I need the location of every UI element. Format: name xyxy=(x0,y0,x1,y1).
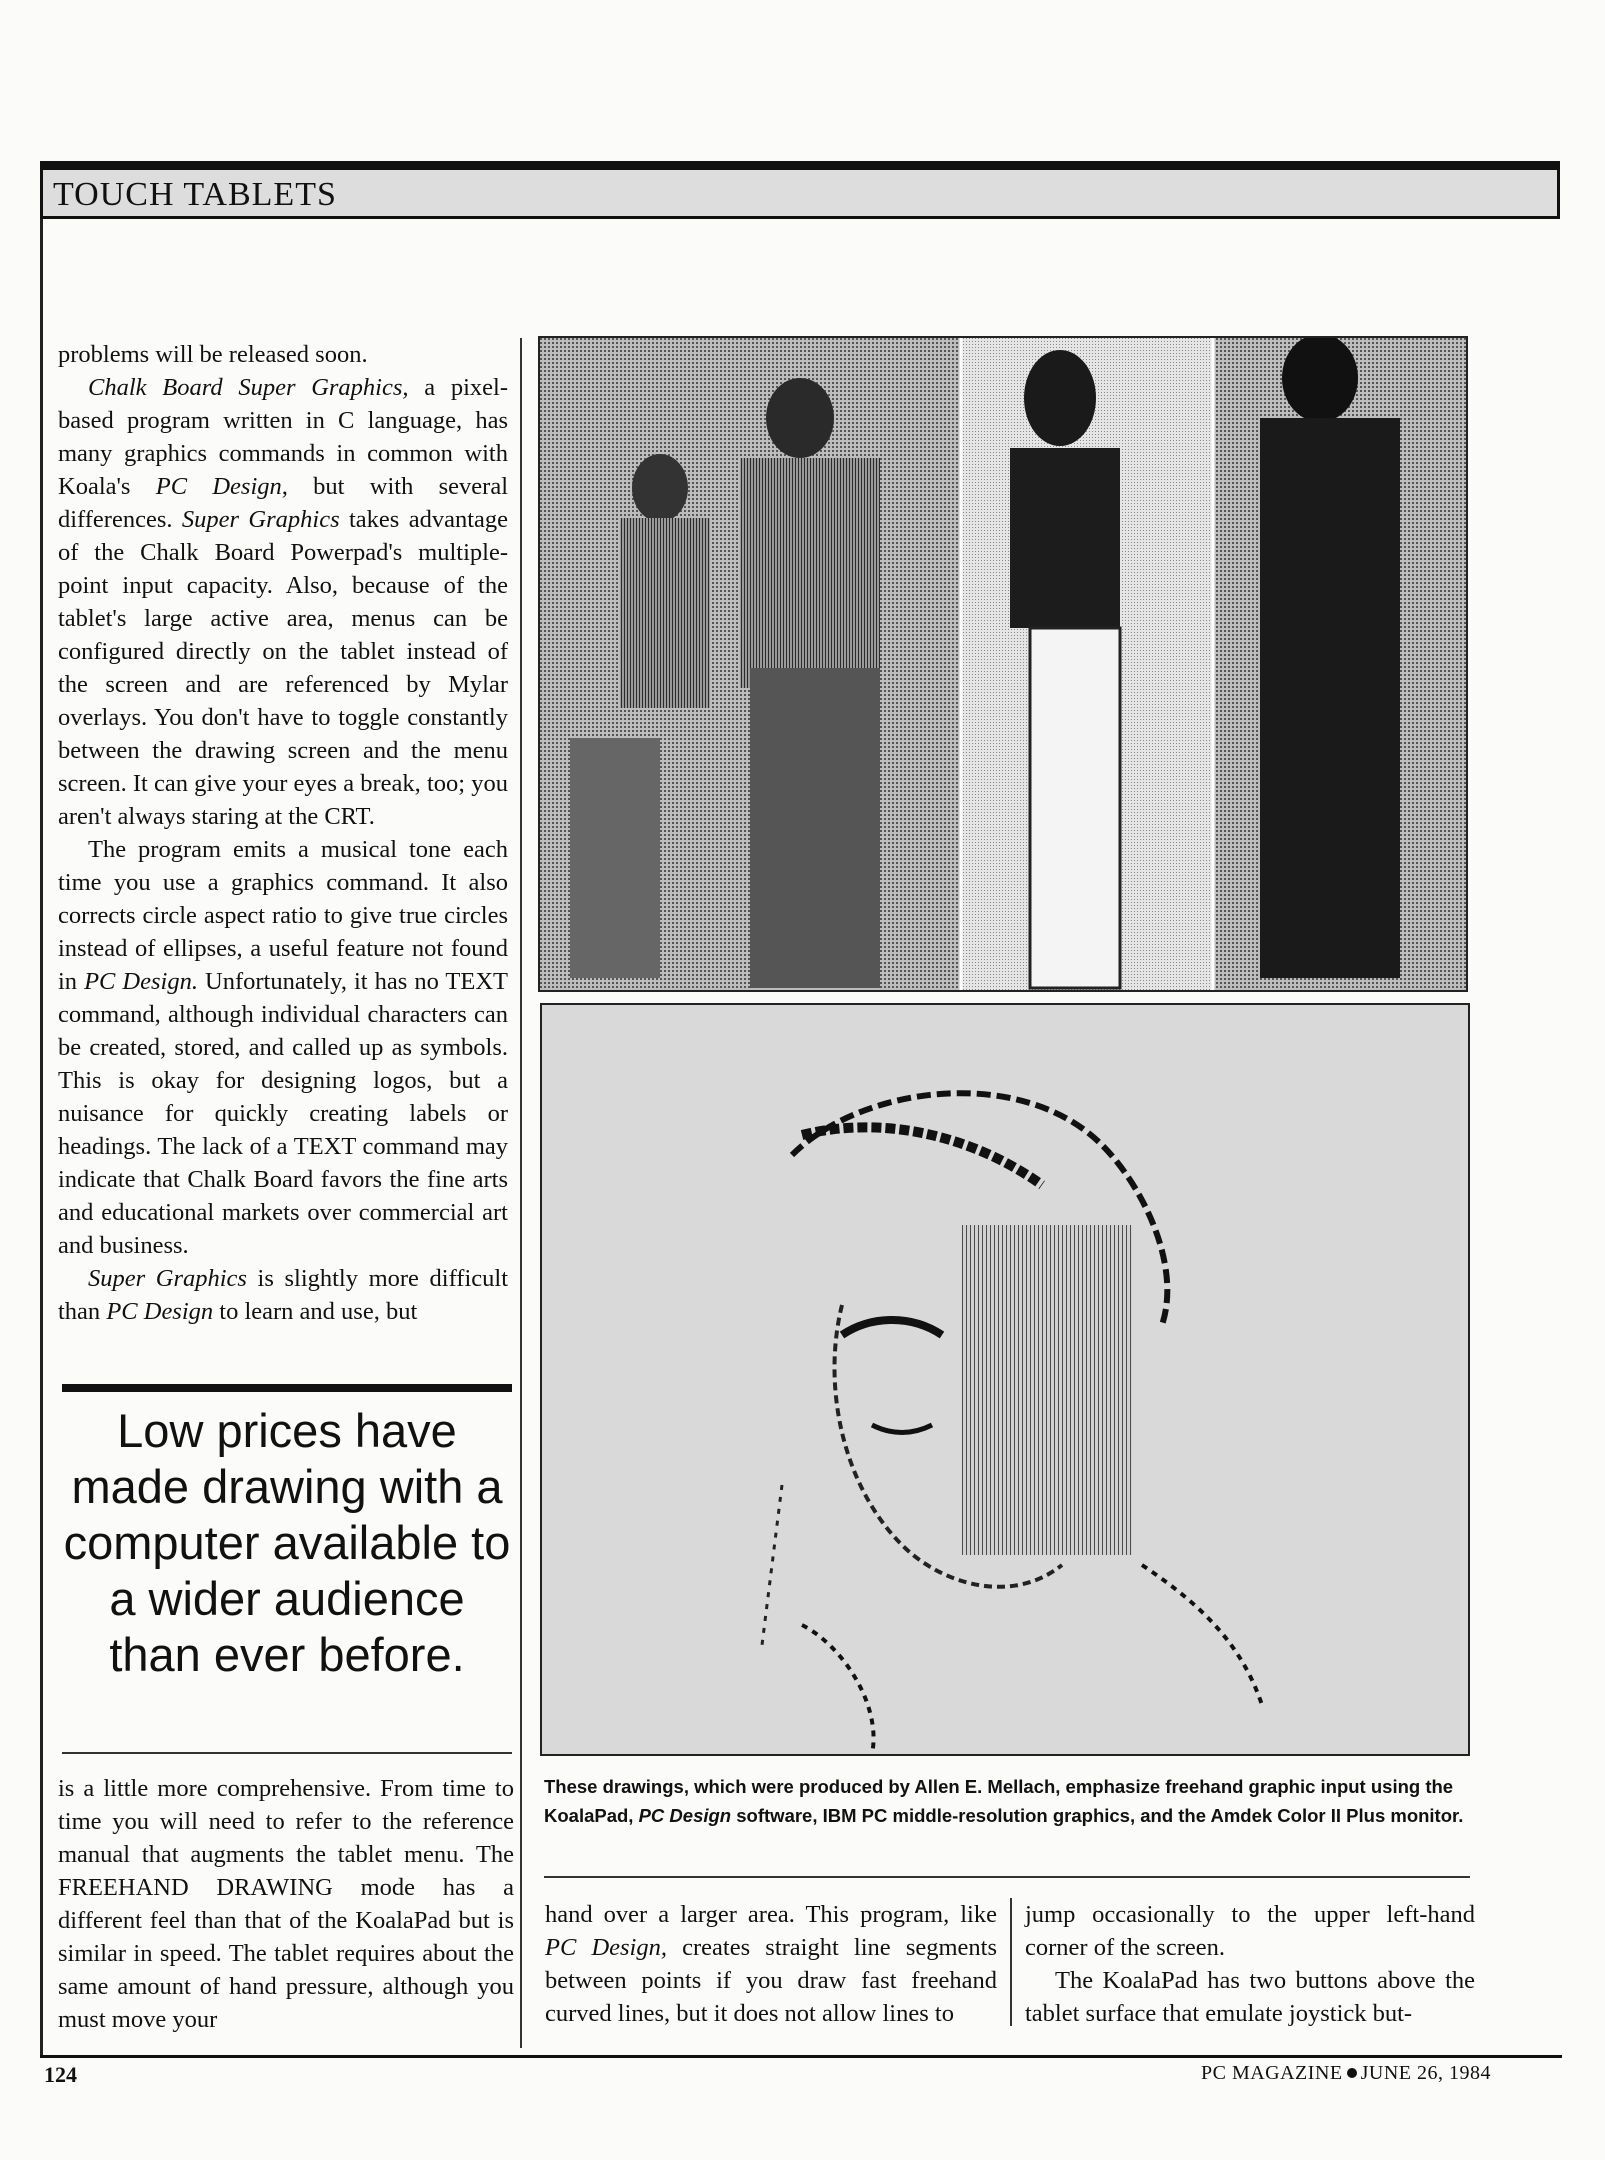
pullquote: Low prices have made drawing with a computer available to a wider audience than ever before. xyxy=(63,1404,511,1681)
photo-figures-drawings xyxy=(538,336,1468,992)
paragraph: problems will be released soon. xyxy=(58,341,368,368)
text-run: is slightly more difficult than xyxy=(58,1265,508,1325)
italic-run: PC Design, xyxy=(155,473,288,500)
text-run: creates straight line segments between points if you draw fast freehand curved lines, but it does not allow lines to xyxy=(545,1934,998,2027)
issue-date: JUNE 26, 1984 xyxy=(1360,2062,1491,2084)
column-rule xyxy=(1010,1898,1012,2026)
pullquote-rule-top xyxy=(62,1384,512,1392)
italic-run: Chalk Board Super Graphics, xyxy=(88,374,409,401)
italic-run: PC Design xyxy=(638,1805,732,1826)
text-run: These drawings, which were produced by Allen E. Mellach, emphasize freehand graphic input using the KoalaPad, xyxy=(544,1776,1454,1826)
caption-rule xyxy=(544,1876,1470,1878)
text-run: The program emits a musical tone each time you use a graphics command. It also corrects circle aspect ratio to give true circles instead of ellipses, a useful feature not found in xyxy=(58,836,508,995)
paragraph xyxy=(58,833,508,1262)
publication-name: PC MAGAZINE xyxy=(1200,2062,1343,2084)
text-run: Unfortunately, it has no TEXT command, although individual characters can be created, stored, and called up as symbols. This is okay for designing logos, but a nuisance for quickly creating labels or headings. The lack of a TEXT command may indicate that Chalk Board favors the fine arts and educational markets over commercial art and business. xyxy=(58,968,508,1259)
italic-run: Super Graphics xyxy=(181,506,340,533)
text-run: software, IBM PC middle-resolution graphics, and the Amdek Color II Plus monitor. xyxy=(731,1805,1464,1826)
right-column xyxy=(1025,1898,1475,2030)
photo-portrait-drawing xyxy=(540,1003,1470,1756)
text-run: but with several differences. xyxy=(58,473,508,533)
section-title: TOUCH TABLETS xyxy=(53,176,337,213)
italic-run: PC Design, xyxy=(545,1934,667,1961)
folio-line xyxy=(1201,2062,1491,2085)
photo-portrait-image xyxy=(542,1005,1468,1754)
page-number: 124 xyxy=(44,2062,77,2087)
photo-caption xyxy=(544,1772,1464,1830)
paragraph xyxy=(58,1262,508,1328)
italic-run: PC Design. xyxy=(84,968,198,995)
text-run: a pixel-based program written in C language, has many graphics commands in common with Koala's xyxy=(58,374,508,500)
paragraph xyxy=(58,371,508,833)
bullet-icon xyxy=(1347,2068,1357,2078)
left-column-bottom xyxy=(58,1772,514,2036)
text-run: takes advantage of the Chalk Board Powerpad's multiple-point input capacity. Also, because of the tablet's large active area, menus can be configured directly on the tablet instead of the screen and are referenced by Mylar overlays. You don't have to toggle constantly between the drawing screen and the menu screen. It can give your eyes a break, too; you aren't always staring at the CRT. xyxy=(58,506,508,830)
italic-run: PC Design xyxy=(106,1298,214,1325)
paragraph xyxy=(545,1898,997,2030)
photo-figures-image xyxy=(540,338,1466,990)
paragraph: is a little more comprehensive. From time to time you will need to refer to the reference manual that augments the tablet menu. The FREEHAND DRAWING mode has a different feel than that of the KoalaPad but is similar in speed. The tablet requires about the same amount of hand pressure, although you must move your xyxy=(58,1775,514,2033)
italic-run: Super Graphics xyxy=(88,1265,247,1292)
left-column-top xyxy=(58,338,508,1328)
paragraph: The KoalaPad has two buttons above the tablet surface that emulate joystick but- xyxy=(1025,1967,1475,2027)
column-rule xyxy=(520,338,522,2048)
paragraph: jump occasionally to the upper left-hand corner of the screen. xyxy=(1025,1901,1475,1961)
text-run: hand over a larger area. This program, like xyxy=(545,1901,997,1928)
page-left-rule xyxy=(40,219,43,2055)
text-run: to learn and use, but xyxy=(213,1298,418,1325)
pullquote-rule-bottom xyxy=(62,1752,512,1754)
middle-column xyxy=(545,1898,997,2030)
section-header xyxy=(40,161,1560,219)
footer-rule xyxy=(40,2055,1562,2058)
